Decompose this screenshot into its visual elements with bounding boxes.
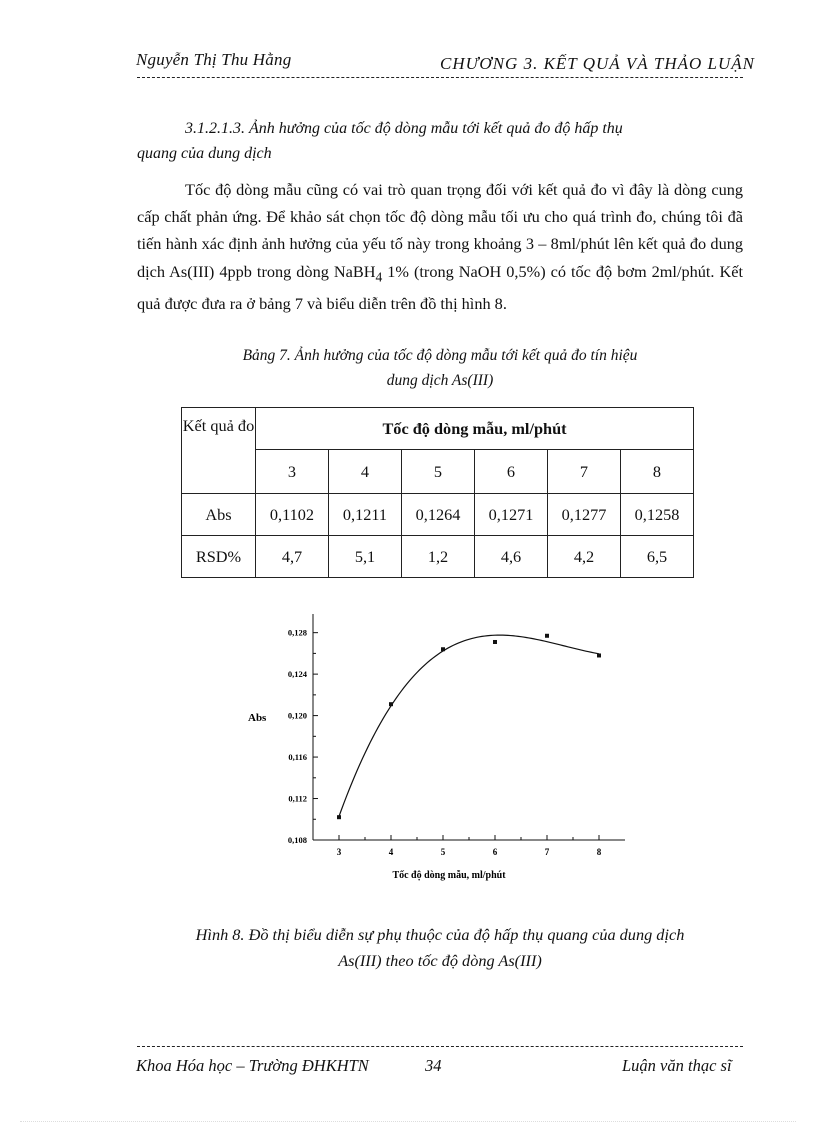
header-divider (137, 77, 743, 78)
table-group-header: Tốc độ dòng mẫu, ml/phút (256, 408, 694, 450)
x-tick-label: 6 (492, 847, 498, 857)
y-tick-label: 0,120 (287, 710, 307, 721)
page-number: 34 (425, 1056, 442, 1075)
table-corner-header: Kết quả đo (182, 408, 256, 494)
data-point (493, 640, 497, 644)
x-tick-label: 8 (596, 847, 602, 857)
section-heading (137, 116, 743, 166)
footer-thesis-type: Luận văn thạc sĩ (622, 1056, 732, 1075)
x-tick-label: 4 (388, 847, 394, 857)
y-axis-label: Abs (248, 711, 267, 724)
table-row (182, 494, 694, 536)
table-cell: 4,6 (475, 536, 548, 578)
x-axis-label: Tốc độ dòng mẫu, ml/phút (392, 870, 506, 881)
data-point (545, 634, 549, 638)
table-row (182, 536, 694, 578)
figure-caption-line1: Hình 8. Đồ thị biểu diễn sự phụ thuộc của độ hấp thụ quang của dung dịch (195, 925, 685, 944)
footer-faculty: Khoa Hóa học – Trường ĐHKHTN (136, 1056, 369, 1075)
table-row-label: RSD% (182, 536, 256, 578)
data-point (337, 815, 341, 819)
header-chapter: CHƯƠNG 3. KẾT QUẢ VÀ THẢO LUẬN (440, 54, 755, 73)
table-caption-line1: Bảng 7. Ảnh hưởng của tốc độ dòng mẫu tới kết quả đo tín hiệu (242, 347, 638, 364)
table-cell: 0,1102 (256, 494, 329, 536)
header-author: Nguyễn Thị Thu Hằng (136, 50, 292, 69)
y-tick-label: 0,108 (287, 835, 307, 845)
y-tick-label: 0,116 (288, 752, 307, 763)
x-tick-label: 7 (544, 847, 550, 857)
x-tick-label: 3 (336, 847, 342, 857)
abs-vs-flow-chart (240, 602, 640, 892)
section-heading-line2: quang của dung dịch (137, 145, 272, 162)
paragraph-subscript: 4 (375, 268, 383, 284)
figure-caption-line2: As(III) theo tốc độ dòng As(III) (338, 951, 542, 970)
table-cell: 5,1 (329, 536, 402, 578)
table-row-label: Abs (182, 494, 256, 536)
data-point (597, 653, 601, 657)
table-caption (160, 343, 720, 393)
table-cell: 4,2 (548, 536, 621, 578)
page-edge-divider (20, 1121, 796, 1122)
data-point (389, 702, 393, 706)
footer-divider (137, 1046, 743, 1047)
table-cell: 0,1258 (621, 494, 694, 536)
x-tick-label: 5 (440, 847, 446, 857)
table-caption-line2: dung dịch As(III) (386, 372, 494, 389)
results-table (181, 407, 694, 578)
figure-caption (140, 922, 740, 974)
table-cell: 1,2 (402, 536, 475, 578)
table-col-header: 5 (402, 450, 475, 494)
table-col-header: 6 (475, 450, 548, 494)
paragraph-part1: Tốc độ dòng mẫu cũng có vai trò quan trọng đối với kết quả đo vì đây là dòng cung cấp chất phản ứng. Để khảo sát chọn tốc độ dòng mẫu tối ưu cho quá trình đo, chúng tôi đã tiến hành xác định ảnh hưởng của yếu tố này trong khoảng 3 – 8ml/phút lên kết quả đo dung dịch As(III) 4ppb trong dòng NaBH (137, 180, 743, 281)
table-cell: 0,1264 (402, 494, 475, 536)
body-paragraph (137, 176, 743, 317)
y-tick-label: 0,124 (287, 669, 307, 680)
data-point (441, 647, 445, 651)
table-cell: 0,1277 (548, 494, 621, 536)
table-cell: 6,5 (621, 536, 694, 578)
y-tick-label: 0,128 (287, 627, 307, 638)
paragraph-part2: 1% (trong NaOH 0,5%) có tốc độ bơm 2ml/phút. Kết quả được đưa ra ở bảng 7 và biểu diễn trên đồ thị hình 8. (137, 261, 743, 314)
table-cell: 4,7 (256, 536, 329, 578)
table-col-header: 7 (548, 450, 621, 494)
fit-curve-line (339, 635, 599, 816)
table-cell: 0,1271 (475, 494, 548, 536)
table-col-header: 8 (621, 450, 694, 494)
table-cell: 0,1211 (329, 494, 402, 536)
table-col-header: 3 (256, 450, 329, 494)
y-tick-label: 0,112 (288, 793, 307, 804)
table-col-header: 4 (329, 450, 402, 494)
section-heading-line1: 3.1.2.1.3. Ảnh hưởng của tốc độ dòng mẫu tới kết quả đo độ hấp thụ (185, 120, 623, 137)
